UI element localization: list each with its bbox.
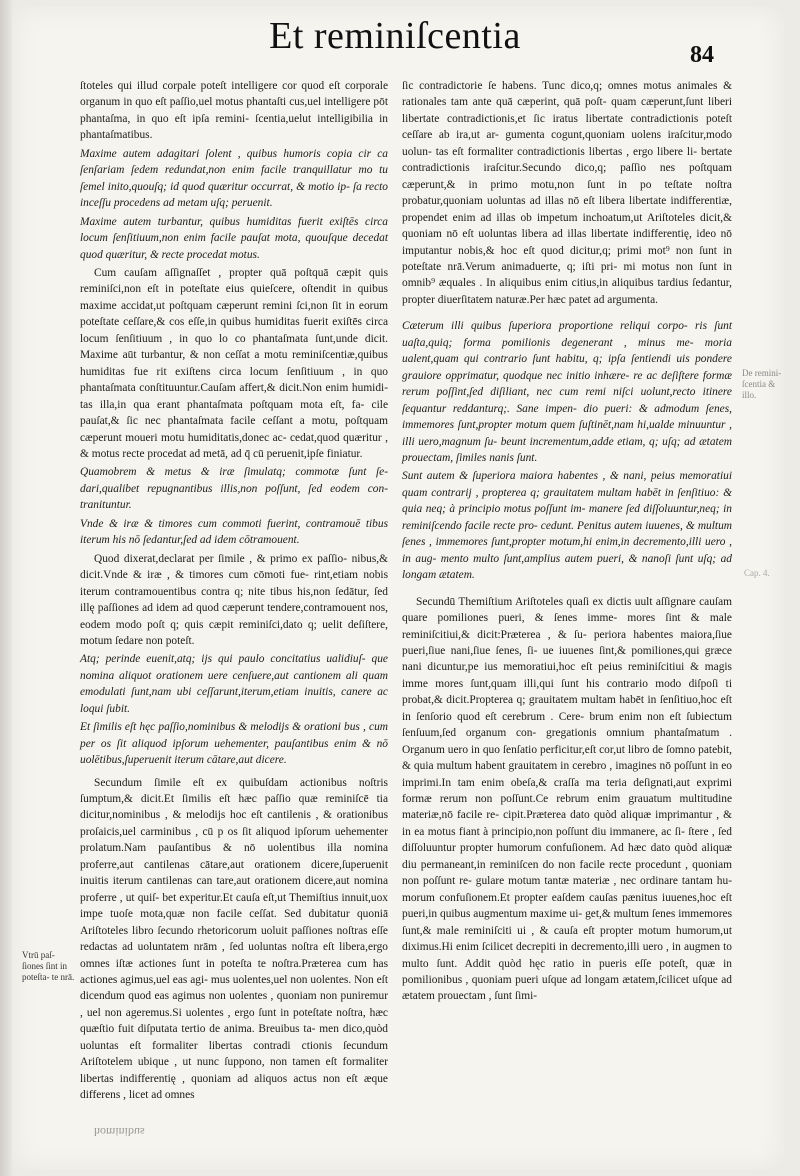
paragraph-italic: Maxime autem adagitari ſolent , quibus humoris copia cir ca ſenſariam ſedem redundat,non enim facile tranquillatur mo tu ſemel inito,quouſq; id quod quæritur occurrat, & motio ip- ſa recto inceſſu procedens ad metam uſq; peruenit. xyxy=(80,147,388,210)
paragraph: Secundum ſimile eſt ex quibuſdam actionibus noſtris ſumptum,& dicit.Et ſimilis eſt hæc paſſio quæ reminiſcē tia dicitur,nominibus , & melodijs hoc eſt cantilenis , & orationibus proſaicis,uel carminibus , cū p os ſit aliquod ipſorum uehementer prolatum.Nam pauſantibus & nō uolentibus illa nomina proferre,aut cantilenas cātare,aut orationem dicere,ſuperuenit inuitis iterum cantilenas can tare,aut orationem dicere,aut nomina proferre , ut quiſ- bet experitur.Et cauſa eſt,ut Themiſtius innuit,uox impe tuoſe mota,quæ non facile ceſſat. Sed dubitatur quoniā Ariſtoteles libro ſecundo rhetoricorum uoluit paſſiones noſtras eſſe redactas ad uoluntatem nrām , ſed uoluntas noſtra eſt libera,ergo omnes iſtæ actiones ſunt in poteſta te noſtra.Præterea cum has actiones agimus,uel eas agi- mus uolentes,uel non uolentes. Non eſt dicendum quod eas agimus non uolentes , quoniam non puniremur , uel non ageremus.Si uolentes , ergo ſunt in poteſtate noſtra, hæc quæſtio fuit diſputata tertio de anima. Breuibus ta- men dico,quòd uoluntas eſt formaliter libertas contradi ctionis ſecundum Ariſtotelem ubique , ut nunc ſuppono, non tamen eſt formaliter libertas indifferentię , quoniam ad aliquos actus non eſt æque differens , licet ad omnes xyxy=(80,776,388,1102)
paragraph-italic: Et ſimilis eſt hęc paſſio,nominibus & melodijs & orationi bus , cum per os ſit aliquod ipſorum uehementer, pauſantibus enim & nō uolētibus,ſuperuenit iterum cātare,aut dicere. xyxy=(80,721,388,767)
paragraph-italic: Cæterum illi quibus ſuperiora proportione reliqui corpo- ris ſunt uaſta,quiq; forma pomilionis degenerant , minus me- moria ualent,quam qui contrario ſunt habitu, q; ipſa ſentiendi uis pondere grauiore opprimatur, quodque nec initio inhære- re ac deſiſtere formæ rerum poſſint,ſed diſiliant, nec cum remi niſci uolunt,recto itinere ſequantur reddanturq;. Sane impen- dio pueri: & admodum ſenes, immemores ſunt,propter motum quem ſuſtinēt,nam hi,ualde minuuntur , illi uero,magnum ſu- beunt incrementum,adde etiam, q; uſq; ad ætatem prouectam, ſimiles nanis ſunt. xyxy=(402,320,732,464)
paragraph: Quod dixerat,declarat per ſimile , & primo ex paſſio- nibus,& dicit.Vnde & iræ , & timores cum cōmoti fue- rint,etiam nobis iterum contramouentibus contra q; nite tibus his,non ſedātur, ſed illę paſſiones ad idem ad quod cæperunt tendere,contramouent nos, eodem modo poſt q; quis cæpit reminiſci,dato q; uelit deſiſtere, motum ſedare non poteſt. xyxy=(80,552,388,647)
paragraph: ſic contradictorie ſe habens. Tunc dico,q; omnes motus animales & rationales tam ante quā cæperint, quā poſt- quam cæperunt,ſunt liberi libertate contradictionis,et ſic iratus libertate contradictionis poteſt ceſſare ab ira,ut ar- gumenta cogunt,quoniam uolens iraſcitur,modo uolun- tas eſt formaliter contradictionis libertas , ergo libere li- bertate contradictionis iraſcitur.Secundo dico,q; paſſio nes poſtquam cæperunt,& in primo motu,non ſunt in po teſtate noſtra probatur,quoniam uoluntas ad illas nō eſt libera libertate indifferentiæ, propendet enim ad illas ob impetum inchoatum,ut Ariſtoteles dicit,& quoniam nō eſt uoluntas libera ad illas libertate indifferentię, ideo nō imputantur nobis,& hoc eſt quod dicitur,q; primi mot⁹ non ſunt in poteſtate nrā.Verum animaduerte, q; iſti pri- mi motus non ſunt in omnib⁹ æquales . In aliquibus enim citius,in aliquibus tardius ſedantur, propter diuerſitatem naturæ.Per hæc patet ad argumenta. xyxy=(402,80,732,306)
paragraph: Secundū Themiſtium Ariſtoteles quaſi ex dictis uult aſſignare cauſam quare pomiliones pueri, & ſenes imme- mores ſint & male reminiſcitiui,& dicit:Præterea , & ſu- periora habentes maiora,ſiue pueri,ſiue nani,ſiue ſenes, ſi- ue iuuenes ſint,& pomiliones,qui græce nani dicuntur,pe ius memoratiui,hoc eſt peius reminiſcitiui & magis imme mores ſunt,quam illi,qui ſunt his contrario modo diſpoſi ti probat,& dicit.Propterea q; grauitatem multam habēt in ſenſitiuo,hoc eſt in ſenſorio quod eſt cerebrum . Cere- brum enim non eſt ſubiectum ſenſuum,ſed organum con- gregationis omnium phantaſmatum . Organum uero in quo ſenſatio perficitur,eſt cor,ut libro de ſomno patebit, & quia multum habent grauitatem in cerebro , imagines nō poſſunt in eo imprimi.In tam enim obeſa,& craſſa ma teria deſignati,aut exprimi formæ rerum non poſſunt.Ce rebrum enim grauatum multitudine materiæ,nō facile re- cipit.Præterea dato quòd aliquæ imprimantur , & in ea motus fiant à principio,non poſſunt diu immanere, ac ſi- ſtere , ſed diſſoluuntur propter humorum confuſionem. Ad hæc dato quòd aliquæ diu permaneant,in reminiſcen do non facile recte procedunt , quoniam non poſſunt re- gulare motum tantæ materiæ , nec ordinare tantam hu- morum confuſionem.Et propter eaſdem cauſas pænitus iuuenes,hoc eſt pueri,in quibus augmentum maxime ui- get,& multum ſenes immemores ſunt,& male reminiſciti ui , & cauſa eſt propter motum humorum,ut diximus.Hi enim ſcilicet decrepiti in decremento,illi uero , in augmen to multo ſunt. Addit quòd hęc ratio in pueris eſſe poteſt, quæ in pomilionibus , quoniam pueri uſque ad longam ætatem,ſcilicet uſque ad ætatem prouectam , ſunt ſimi- xyxy=(402,595,732,1003)
paragraph-italic: Sunt autem & ſuperiora maiora habentes , & nani, peius memoratiui quam contrarij , propterea q; grauitatem multam habēt in ſenſitiuo: & quia neq; à principio motus poſſunt im- manere ſed diſſoluuntur,neq; in reminiſcendo facile recte pro- cedunt. Penitus autem iuuenes, & multum ſenes , immemores ſunt,propter motum,hi enim,in decremento,illi uero , in aug- mento multo ſunt,amplius autem pueri, & nanoſi ſunt uſq; ad longam ætatem. xyxy=(402,470,732,582)
paragraph-italic: Quamobrem & metus & iræ ſimulatq; commotæ ſunt ſe- dari,qualibet repugnantibus illis,non poſſunt, ſed eodem con- tranituntur. xyxy=(80,466,388,512)
running-title: Et reminiſcentia xyxy=(269,15,521,57)
margin-note-right-chapter: Cap. 4. xyxy=(744,568,770,578)
paragraph-italic: Vnde & iræ & timores cum commoti fuerint, contramouē tibus iterum his nō ſedantur,ſed ad idem cōtramouent. xyxy=(80,517,388,547)
paragraph-italic: Maxime autem turbantur, quibus humiditas fuerit exiſtēs circa locum ſenſitiuum,non enim facile pauſat mota, quouſque decedat quod quæritur, & recte procedat motus. xyxy=(80,215,388,261)
paragraph: ſtoteles qui illud corpale poteſt intelligere cor quod eſt corporale organum in quo eſt paſſio,uel motus phantaſti cus,uel intelligere pōt phantaſma, in quo eſt ipſa remini- ſcentia,uelut intelligibilia in phantaſmatibus. xyxy=(80,80,388,142)
bleed-through-catchword: hominibus xyxy=(94,1125,145,1139)
paragraph-italic: Atq; perinde euenit,atq; ijs qui paulo concitatius ualidiuſ- que nomina aliquot orationem uere cenſuere,aut cantionem ali quam emodulati ſunt,nam ubi ceſſarunt,iterum,etiam inuitis, canere ac loqui ſubit. xyxy=(80,653,388,715)
page-number: 84 xyxy=(690,42,714,68)
right-text-column xyxy=(402,78,732,1007)
paragraph: Cum cauſam aſſignaſſet , propter quā poſtquā cæpit quis reminiſci,non eſt in poteſtate eius quieſcere, oſtendit in quibus maxime accidat,ut poſtquam cæperunt remini ſci,non ſit in eorum poteſtate ceſſare,& cos eſſe,in quibus humiditas fuerit exiſtēs circa locum ſenſitiuum , in quo lo co phantaſmata ſunt,unde dicit. Maxime aūt turbantur, & non ceſſat a motu reminiſcentiæ,quibus humiditas fue rit exiſtens circa locum ſenſitiuum , in quo phantaſmata conſtituuntur.Cauſam affert,& dicit.Non enim humidi- tas illa,in qua erant phantaſmata poſtquam mota eſt, fa- cile pauſat,& ſic nec phantaſmata facile ceſſant a motu, poſtquam cæperunt moueri motu humiditatis,donec ac- cedat,quod quæritur , & motus recte procedat ad metā, ad q̄ cū peruenit,ipſe finiatur. xyxy=(80,266,388,460)
margin-note-right: De remini- ſcentia & illo. xyxy=(742,368,782,400)
margin-note-left: Vtrū paſ- ſiones ſint in poteſta- te nrā. xyxy=(22,950,75,982)
left-text-column xyxy=(80,78,388,1106)
